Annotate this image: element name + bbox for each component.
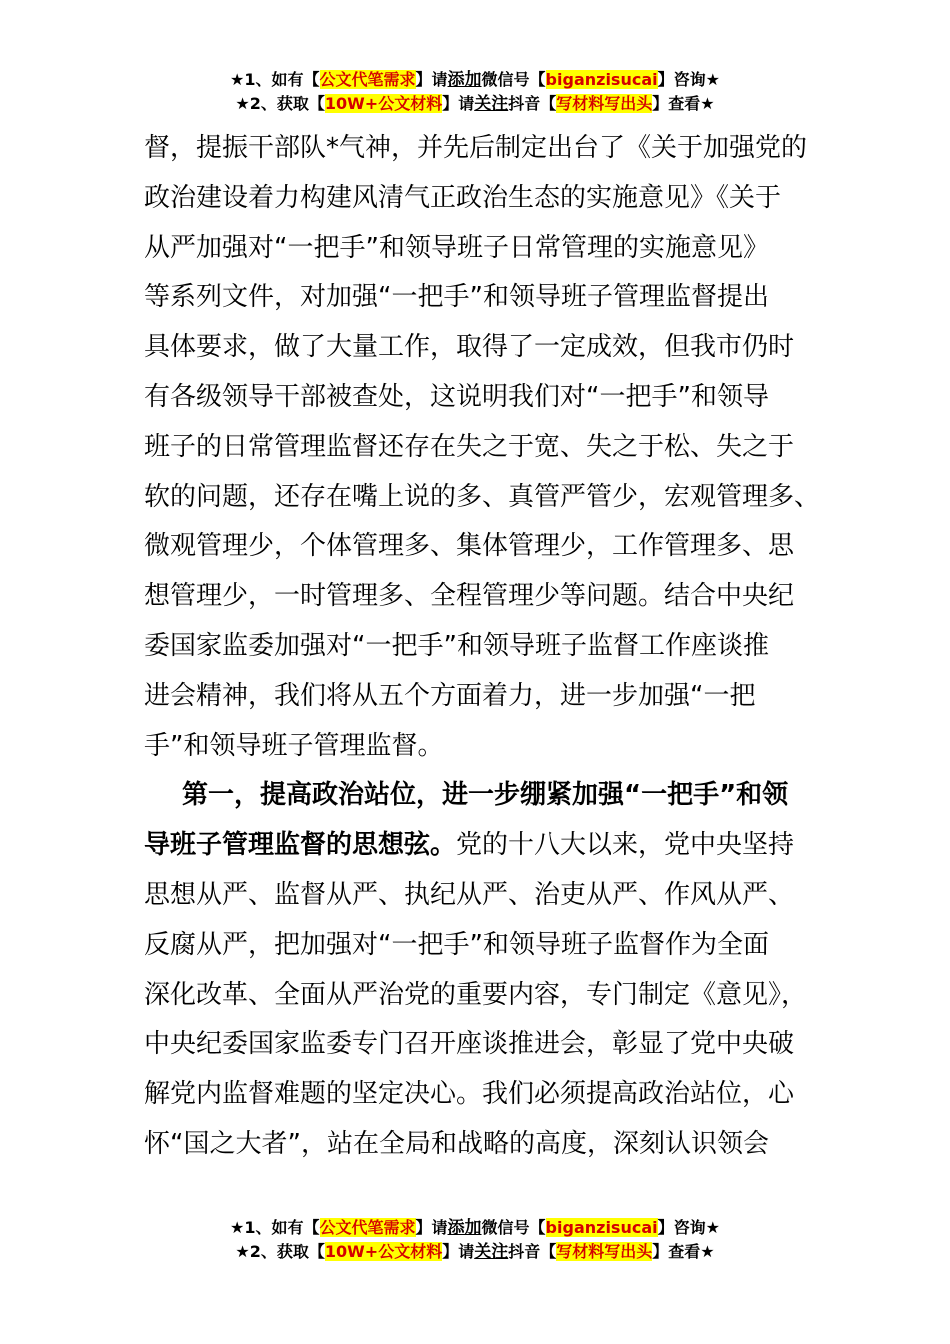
banner-text: ★2、获取【 <box>235 1242 325 1261</box>
text-line: 软的问题，还存在嘴上说的多、真管严管少，宏观管理多、 <box>144 481 821 512</box>
text-line: 班子的日常管理监督还存在失之于宽、失之于松、失之于 <box>144 431 795 462</box>
banner-text: 抖音【 <box>508 1242 557 1261</box>
text-line: 思想从严、监督从严、执纪从严、治吏从严、作风从严、 <box>144 879 795 910</box>
banner-text: 】请 <box>415 1218 448 1237</box>
highlight-wechat-id: biganzisucai <box>545 1218 658 1237</box>
text-line: 深化改革、全面从严治党的重要内容，专门制定《意见》， <box>144 979 808 1010</box>
banner-text: 】请 <box>442 1242 475 1261</box>
text-line: 解党内监督难题的坚定决心。我们必须提高政治站位，心 <box>144 1079 795 1110</box>
highlight-douyin-account: 写材料写出头 <box>556 1242 653 1261</box>
banner-emphasis: 添加 <box>447 70 482 90</box>
banner-emphasis: 关注 <box>474 94 509 114</box>
text-line: 从严加强对“一把手”和领导班子日常管理的实施意见》 <box>144 232 769 263</box>
text-run: 党的十八大以来，党中央坚持 <box>456 830 795 861</box>
banner-text: 】请 <box>442 94 475 113</box>
highlight-service: 公文代笔需求 <box>319 1218 416 1237</box>
banner-text: 】咨询★ <box>657 1218 720 1237</box>
highlight-materials: 10W+公文材料 <box>324 94 443 113</box>
highlight-wechat-id: biganzisucai <box>545 70 658 89</box>
banner-line-1 <box>0 1216 950 1240</box>
text-line: 微观管理少，个体管理多、集体管理少，工作管理多、思 <box>144 531 795 562</box>
document-body <box>144 124 821 1170</box>
banner-line-1 <box>0 68 950 92</box>
banner-text: 】查看★ <box>652 94 715 113</box>
banner-text: 抖音【 <box>508 94 557 113</box>
text-line: 政治建设着力构建风清气正政治生态的实施意见》《关于 <box>144 182 782 213</box>
paragraph-1 <box>144 124 821 771</box>
text-line <box>144 821 806 871</box>
text-line: 怀“国之大者”，站在全局和战略的高度，深刻认识领会 <box>144 1128 769 1159</box>
banner-emphasis: 添加 <box>447 1218 482 1238</box>
banner-text: ★2、获取【 <box>235 94 325 113</box>
text-line: 等系列文件，对加强“一把手”和领导班子管理监督提出 <box>144 282 769 313</box>
banner-text: ★1、如有【 <box>230 70 320 89</box>
section-heading: 第一，提高政治站位，进一步绷紧加强“一把手”和领 <box>182 780 789 811</box>
highlight-service: 公文代笔需求 <box>319 70 416 89</box>
highlight-douyin-account: 写材料写出头 <box>556 94 653 113</box>
banner-emphasis: 关注 <box>474 1242 509 1262</box>
text-line: 具体要求，做了大量工作，取得了一定成效，但我市仍时 <box>144 332 795 363</box>
text-line: 进会精神，我们将从五个方面着力，进一步加强“一把 <box>144 680 756 711</box>
text-line: 有各级领导干部被查处，这说明我们对“一把手”和领导 <box>144 381 769 412</box>
text-line: 反腐从严，把加强对“一把手”和领导班子监督作为全面 <box>144 929 769 960</box>
banner-text: 】请 <box>415 70 448 89</box>
banner-text: 】查看★ <box>652 1242 715 1261</box>
text-line: 中央纪委国家监委专门召开座谈推进会，彰显了党中央破 <box>144 1029 795 1060</box>
text-line: 想管理少，一时管理多、全程管理少等问题。结合中央纪 <box>144 581 795 612</box>
bottom-banner <box>0 1216 950 1264</box>
paragraph-2 <box>144 771 806 1169</box>
top-banner <box>0 68 950 116</box>
text-line: 委国家监委加强对“一把手”和领导班子监督工作座谈推 <box>144 630 769 661</box>
section-heading-end: 导班子管理监督的思想弦。 <box>144 830 457 861</box>
text-line: 手”和领导班子管理监督。 <box>144 730 444 761</box>
banner-text: 】咨询★ <box>657 70 720 89</box>
banner-line-2 <box>0 1240 950 1264</box>
banner-text: 微信号【 <box>481 70 546 89</box>
banner-text: ★1、如有【 <box>230 1218 320 1237</box>
banner-text: 微信号【 <box>481 1218 546 1237</box>
text-line: 督，提振干部队*气神，并先后制定出台了《关于加强党的 <box>144 133 808 163</box>
highlight-materials: 10W+公文材料 <box>324 1242 443 1261</box>
banner-line-2 <box>0 92 950 116</box>
